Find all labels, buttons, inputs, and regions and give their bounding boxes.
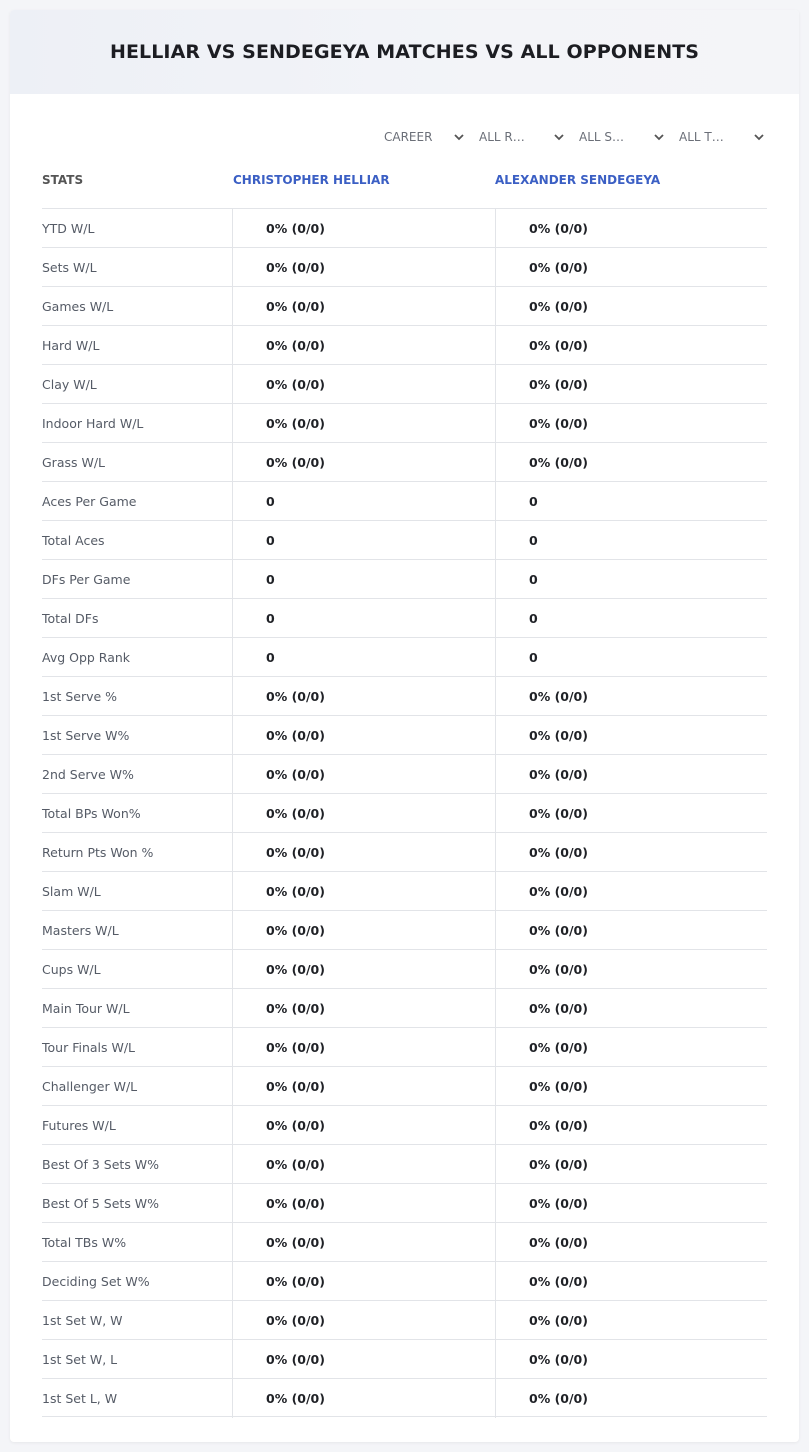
player2-stat-value: 0% (0/0) — [495, 716, 767, 755]
surface-filter-label: ALL S… — [579, 130, 625, 144]
career-filter-label: CAREER — [384, 130, 433, 144]
table-row — [42, 1261, 767, 1300]
player2-stat-value: 0% (0/0) — [495, 404, 767, 443]
stat-label: 1st Set W, W — [42, 1313, 123, 1328]
player1-stat-value: 0% (0/0) — [232, 1145, 495, 1184]
player1-stat-value: 0% (0/0) — [232, 1184, 495, 1223]
chevron-down-icon — [553, 131, 565, 143]
player2-stat-value: 0% (0/0) — [495, 1340, 767, 1379]
player1-stat-value: 0% (0/0) — [232, 989, 495, 1028]
stat-label: Main Tour W/L — [42, 1001, 130, 1016]
stat-label: Sets W/L — [42, 260, 97, 275]
round-filter-select[interactable] — [479, 126, 565, 148]
stat-label: Aces Per Game — [42, 494, 137, 509]
player2-stat-value: 0 — [495, 638, 767, 677]
player2-stat-value: 0% (0/0) — [495, 833, 767, 872]
stat-label: Slam W/L — [42, 884, 101, 899]
player1-stat-value: 0 — [232, 638, 495, 677]
player1-stat-value: 0% (0/0) — [232, 287, 495, 326]
table-row — [42, 520, 767, 559]
player2-stat-value: 0% (0/0) — [495, 1379, 767, 1418]
table-header — [42, 168, 767, 208]
player2-stat-value: 0% (0/0) — [495, 911, 767, 950]
table-row — [42, 559, 767, 598]
player1-stat-value: 0% (0/0) — [232, 1262, 495, 1301]
table-row — [42, 832, 767, 871]
stat-label: Grass W/L — [42, 455, 106, 470]
table-row — [42, 637, 767, 676]
stat-label: Challenger W/L — [42, 1079, 138, 1094]
player1-stat-value: 0% (0/0) — [232, 1028, 495, 1067]
player1-stat-value: 0% (0/0) — [232, 1106, 495, 1145]
chevron-down-icon — [753, 131, 765, 143]
stat-label: Clay W/L — [42, 377, 97, 392]
round-filter-label: ALL R… — [479, 130, 525, 144]
table-row — [42, 754, 767, 793]
career-filter-select[interactable] — [384, 126, 465, 148]
player1-stat-value: 0% (0/0) — [232, 1379, 495, 1418]
player2-stat-value: 0 — [495, 560, 767, 599]
player2-stat-value: 0% (0/0) — [495, 794, 767, 833]
player2-stat-value: 0% (0/0) — [495, 365, 767, 404]
player2-stat-value: 0% (0/0) — [495, 1067, 767, 1106]
player2-stat-value: 0% (0/0) — [495, 443, 767, 482]
player1-stat-value: 0% (0/0) — [232, 1223, 495, 1262]
player2-stat-value: 0 — [495, 521, 767, 560]
chevron-down-icon — [453, 131, 465, 143]
player2-stat-value: 0% (0/0) — [495, 1184, 767, 1223]
table-row — [42, 1339, 767, 1378]
stat-label: 1st Serve W% — [42, 728, 130, 743]
table-row — [42, 1144, 767, 1183]
stat-label: Games W/L — [42, 299, 114, 314]
player1-stat-value: 0 — [232, 560, 495, 599]
table-row — [42, 1378, 767, 1417]
player2-stat-value: 0 — [495, 482, 767, 521]
page-title: HELLIAR VS SENDEGEYA MATCHES VS ALL OPPONENTS — [109, 41, 700, 63]
stat-label: 1st Set W, L — [42, 1352, 118, 1367]
player1-stat-value: 0% (0/0) — [232, 950, 495, 989]
player1-stat-value: 0% (0/0) — [232, 1340, 495, 1379]
stat-label: 1st Set L, W — [42, 1391, 118, 1406]
table-row — [42, 1222, 767, 1261]
table-row — [42, 403, 767, 442]
player1-stat-value: 0% (0/0) — [232, 404, 495, 443]
table-row — [42, 598, 767, 637]
stat-label: Return Pts Won % — [42, 845, 154, 860]
player1-stat-value: 0% (0/0) — [232, 833, 495, 872]
player2-stat-value: 0% (0/0) — [495, 209, 767, 248]
player2-stat-value: 0% (0/0) — [495, 1223, 767, 1262]
table-row — [42, 247, 767, 286]
stat-label: Total DFs — [42, 611, 99, 626]
table-row — [42, 793, 767, 832]
player2-stat-value: 0% (0/0) — [495, 755, 767, 794]
table-row — [42, 1105, 767, 1144]
table-row — [42, 910, 767, 949]
stat-label: Masters W/L — [42, 923, 119, 938]
player2-stat-value: 0% (0/0) — [495, 287, 767, 326]
player1-stat-value: 0% (0/0) — [232, 1067, 495, 1106]
table-row — [42, 1300, 767, 1339]
stat-label: 1st Serve % — [42, 689, 118, 704]
player1-stat-value: 0% (0/0) — [232, 365, 495, 404]
player1-stat-value: 0% (0/0) — [232, 209, 495, 248]
player1-stat-value: 0% (0/0) — [232, 911, 495, 950]
table-row — [42, 325, 767, 364]
tournament-filter-label: ALL T… — [679, 130, 724, 144]
table-row — [42, 364, 767, 403]
card-header — [10, 10, 799, 94]
table-row — [42, 208, 767, 247]
player1-stat-value: 0% (0/0) — [232, 872, 495, 911]
stats-table — [42, 208, 767, 1417]
player1-stat-value: 0 — [232, 521, 495, 560]
player2-stat-value: 0% (0/0) — [495, 1106, 767, 1145]
table-row — [42, 988, 767, 1027]
table-row — [42, 481, 767, 520]
table-row — [42, 1066, 767, 1105]
table-row — [42, 949, 767, 988]
stat-label: Best Of 3 Sets W% — [42, 1157, 160, 1172]
stat-label: DFs Per Game — [42, 572, 131, 587]
stat-label: Cups W/L — [42, 962, 101, 977]
stats-card — [10, 10, 799, 1442]
player1-stat-value: 0% (0/0) — [232, 677, 495, 716]
table-row — [42, 715, 767, 754]
player2-stat-value: 0% (0/0) — [495, 1145, 767, 1184]
filter-bar — [10, 126, 799, 148]
table-row — [42, 442, 767, 481]
player1-stat-value: 0% (0/0) — [232, 755, 495, 794]
player1-column-header[interactable]: CHRISTOPHER HELLIAR — [233, 173, 390, 187]
stat-label: YTD W/L — [42, 221, 95, 236]
player1-stat-value: 0 — [232, 482, 495, 521]
player2-stat-value: 0% (0/0) — [495, 872, 767, 911]
player1-stat-value: 0% (0/0) — [232, 1301, 495, 1340]
player2-stat-value: 0% (0/0) — [495, 1262, 767, 1301]
stat-label: 2nd Serve W% — [42, 767, 134, 782]
stat-label: Best Of 5 Sets W% — [42, 1196, 160, 1211]
stat-label: Hard W/L — [42, 338, 100, 353]
player2-stat-value: 0% (0/0) — [495, 677, 767, 716]
stat-label: Futures W/L — [42, 1118, 116, 1133]
player1-stat-value: 0% (0/0) — [232, 794, 495, 833]
player2-stat-value: 0 — [495, 599, 767, 638]
stats-column-header: STATS — [42, 173, 84, 187]
player2-stat-value: 0% (0/0) — [495, 950, 767, 989]
stat-label: Indoor Hard W/L — [42, 416, 144, 431]
table-row — [42, 871, 767, 910]
player1-stat-value: 0% (0/0) — [232, 443, 495, 482]
player1-stat-value: 0% (0/0) — [232, 716, 495, 755]
stat-label: Deciding Set W% — [42, 1274, 150, 1289]
table-row — [42, 1183, 767, 1222]
player1-stat-value: 0% (0/0) — [232, 248, 495, 287]
player2-column-header[interactable]: ALEXANDER SENDEGEYA — [495, 173, 661, 187]
player2-stat-value: 0% (0/0) — [495, 248, 767, 287]
player2-stat-value: 0% (0/0) — [495, 989, 767, 1028]
chevron-down-icon — [653, 131, 665, 143]
player2-stat-value: 0% (0/0) — [495, 326, 767, 365]
surface-filter-select[interactable] — [579, 126, 665, 148]
stat-label: Avg Opp Rank — [42, 650, 131, 665]
table-row — [42, 676, 767, 715]
stat-label: Total TBs W% — [42, 1235, 127, 1250]
stat-label: Tour Finals W/L — [42, 1040, 136, 1055]
player1-stat-value: 0 — [232, 599, 495, 638]
table-row — [42, 286, 767, 325]
player1-stat-value: 0% (0/0) — [232, 326, 495, 365]
tournament-filter-select[interactable] — [679, 126, 765, 148]
stat-label: Total Aces — [42, 533, 105, 548]
player2-stat-value: 0% (0/0) — [495, 1301, 767, 1340]
table-row — [42, 1027, 767, 1066]
player2-stat-value: 0% (0/0) — [495, 1028, 767, 1067]
stat-label: Total BPs Won% — [42, 806, 141, 821]
